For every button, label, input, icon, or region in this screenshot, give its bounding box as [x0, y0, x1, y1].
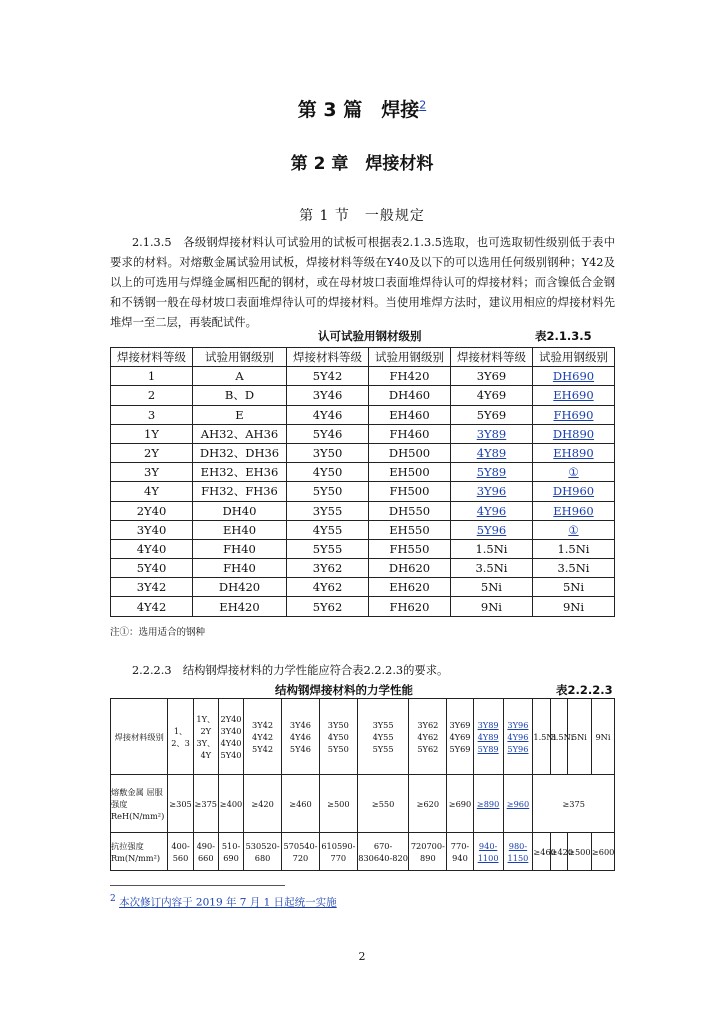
t1-h4: 焊接材料等级	[450, 348, 532, 367]
table2-number: 表2.2.2.3	[556, 683, 613, 697]
table-cell[interactable]: DH960	[532, 482, 614, 501]
table-cell[interactable]: 3Y96	[450, 482, 532, 501]
t2-tensile-0: 400-560	[168, 833, 193, 871]
t2-yield-0: ≥305	[168, 775, 193, 833]
t2-grade-8: 3Y69 4Y69 5Y69	[447, 699, 473, 775]
footnote[interactable]	[110, 894, 337, 910]
t2-tensile-9[interactable]: 940-1100	[473, 833, 503, 871]
t2-yield-10[interactable]: ≥960	[503, 775, 533, 833]
t2-grade-6: 3Y55 4Y55 5Y55	[357, 699, 409, 775]
t2-tensile-13: ≥500	[567, 833, 591, 871]
t2-tensile-12: ≥420	[550, 833, 567, 871]
table-cell: 5Y40	[111, 559, 193, 578]
table-cell: FH40	[192, 539, 286, 558]
t2-yield-1: ≥375	[193, 775, 218, 833]
table-cell: AH32、AH36	[192, 424, 286, 443]
table-cell: FH500	[368, 482, 450, 501]
t2-grade-2: 2Y40 3Y40 4Y40 5Y40	[218, 699, 243, 775]
paragraph-2-1-3-5: 2.1.3.5 各级钢焊接材料认可试验用的试板可根据表2.1.3.5选取，也可选取韧性级别低于表中要求的材料。对熔敷金属试验用试板，焊接材料等级在Y40及以下的可以选用任何级别钢种；Y42及以上的可选用与焊缝金属相匹配的钢材，或在母材坡口表面堆焊待认可的焊接材料；而含镍低合金钢和不锈钢一般在母材坡口表面堆焊待认可的焊接材料。当使用堆焊方法时，建议用相应的焊接材料先堆焊一至二层，再装配试件。	[110, 236, 615, 329]
footnote-ref-link[interactable]: 2	[419, 98, 427, 112]
t2-row-group-label: 熔敷金属	[111, 786, 144, 797]
t2-tensile-8: 770-940	[447, 833, 473, 871]
table-cell: 3Y55	[287, 501, 369, 520]
table-cell: DH550	[368, 501, 450, 520]
t2-yield-6: ≥550	[357, 775, 409, 833]
table1-caption: 认可试验用钢材级别	[318, 329, 422, 343]
table-cell[interactable]: EH960	[532, 501, 614, 520]
table-cell: DH32、DH36	[192, 443, 286, 462]
table-cell: 5Y69	[450, 405, 532, 424]
t1-h3: 试验用钢级别	[368, 348, 450, 367]
table-cell: EH40	[192, 520, 286, 539]
t2-tensile-2: 510-690	[218, 833, 243, 871]
page-number: 2	[358, 950, 366, 963]
table-cell: 3Y	[111, 463, 193, 482]
t2-yield-4: ≥460	[282, 775, 320, 833]
t2-grade-7: 3Y62 4Y62 5Y62	[409, 699, 447, 775]
chapter-title: 第 2 章 焊接材料	[290, 154, 434, 174]
t2-yield-9[interactable]: ≥890	[473, 775, 503, 833]
table-cell: 2Y40	[111, 501, 193, 520]
t2-tensile-10[interactable]: 980-1150	[503, 833, 533, 871]
t2-yield-label: 熔敷金属 屈服强度ReH(N/mm²)	[111, 775, 168, 833]
footnote-divider	[110, 885, 285, 886]
table-cell: DH40	[192, 501, 286, 520]
table-cell: 3	[111, 405, 193, 424]
table-cell: 2Y	[111, 443, 193, 462]
part-title: 第 3 篇 焊接$^2$	[297, 98, 427, 121]
table1-note: 注①：选用适合的钢种	[110, 627, 206, 638]
table-cell[interactable]: EH890	[532, 443, 614, 462]
table-cell: FH40	[192, 559, 286, 578]
table-cell: FH32、FH36	[192, 482, 286, 501]
table-cell: 9Ni	[450, 597, 532, 616]
t2-grade-14: 9Ni	[591, 699, 614, 775]
t2-tensile-11: ≥460	[533, 833, 550, 871]
table-row	[111, 367, 615, 386]
t1-h2: 焊接材料等级	[287, 348, 369, 367]
t2-grade-13: 5Ni	[567, 699, 591, 775]
t2-grade-11: 1.5Ni	[533, 699, 550, 775]
table-cell: 3.5Ni	[450, 559, 532, 578]
t2-yield-7: ≥620	[409, 775, 447, 833]
table-cell: FH420	[368, 367, 450, 386]
t2-grade-4: 3Y46 4Y46 5Y46	[282, 699, 320, 775]
table-cell: 5Y42	[287, 367, 369, 386]
footnote-text: 本次修订内容于 2019 年 7 月 1 日起统一实施	[119, 896, 337, 909]
table-cell[interactable]: ①	[532, 463, 614, 482]
table-cell[interactable]: EH690	[532, 386, 614, 405]
t2-grade-0: 1、2、3	[168, 699, 193, 775]
table-cell: 4Y40	[111, 539, 193, 558]
table-cell: 1.5Ni	[450, 539, 532, 558]
table-row	[111, 386, 615, 405]
table-cell[interactable]: 4Y89	[450, 443, 532, 462]
table-row	[111, 463, 615, 482]
table-cell: FH460	[368, 424, 450, 443]
t2-grade-1: 1Y、2Y 3Y、4Y	[193, 699, 218, 775]
t2-tensile-4: 570540-720	[282, 833, 320, 871]
t2-tensile-7: 720700-890	[409, 833, 447, 871]
footnote-number: 2	[110, 894, 116, 904]
table-cell: 3.5Ni	[532, 559, 614, 578]
table-2-1-3-5	[110, 347, 615, 617]
t2-yield-2: ≥400	[218, 775, 243, 833]
table-cell[interactable]: DH890	[532, 424, 614, 443]
table-cell: 1.5Ni	[532, 539, 614, 558]
t2-grade-5: 3Y50 4Y50 5Y50	[319, 699, 357, 775]
table2-caption: 结构钢焊接材料的力学性能	[275, 683, 413, 697]
t2-grade-3: 3Y42 4Y42 5Y42	[244, 699, 282, 775]
t2-tensile-3: 530520-680	[244, 833, 282, 871]
table-cell: EH550	[368, 520, 450, 539]
table-cell: DH460	[368, 386, 450, 405]
table-cell: 4Y55	[287, 520, 369, 539]
t2-grade-10[interactable]: 3Y96 4Y96 5Y96	[503, 699, 533, 775]
table-cell: 4Y42	[111, 597, 193, 616]
table-cell: 5Y46	[287, 424, 369, 443]
table-cell: 5Y62	[287, 597, 369, 616]
table-row	[111, 520, 615, 539]
paragraph-2-2-2-3: 2.2.2.3 结构钢焊接材料的力学性能应符合表2.2.2.3的要求。	[132, 664, 449, 677]
t2-tensile-1: 490-660	[193, 833, 218, 871]
table-cell: DH620	[368, 559, 450, 578]
table-2-2-2-3	[110, 698, 615, 871]
table-cell: 1	[111, 367, 193, 386]
table-row	[111, 482, 615, 501]
t2-yield-5: ≥500	[319, 775, 357, 833]
table-cell: 3Y40	[111, 520, 193, 539]
table-row	[111, 501, 615, 520]
table-cell: 9Ni	[532, 597, 614, 616]
table-cell: 2	[111, 386, 193, 405]
table-row	[111, 539, 615, 558]
table-row	[111, 424, 615, 443]
t2-tensile-6: 670-830640-820	[357, 833, 409, 871]
table-cell: 4Y46	[287, 405, 369, 424]
t2-header-label: 焊接材料级别	[111, 699, 168, 775]
t2-yield-8: ≥690	[447, 775, 473, 833]
table-cell: DH420	[192, 578, 286, 597]
table-cell: 5Y50	[287, 482, 369, 501]
t1-h1: 试验用钢级别	[192, 348, 286, 367]
table-cell: 4Y	[111, 482, 193, 501]
section-title: 第 1 节 一般规定	[299, 208, 425, 224]
table-cell: 5Y55	[287, 539, 369, 558]
table-cell: 3Y50	[287, 443, 369, 462]
table-cell: 5Ni	[450, 578, 532, 597]
table-cell: EH620	[368, 578, 450, 597]
t2-grade-12: 3.5Ni	[550, 699, 567, 775]
table-cell[interactable]: FH690	[532, 405, 614, 424]
table-cell: E	[192, 405, 286, 424]
table-cell[interactable]: 3Y89	[450, 424, 532, 443]
table2-tensile-row	[111, 833, 615, 871]
t2-tensile-label: 抗拉强度Rm(N/mm²)	[111, 833, 168, 871]
table-cell: EH32、EH36	[192, 463, 286, 482]
table-row	[111, 443, 615, 462]
table-cell: DH500	[368, 443, 450, 462]
t2-tensile-5: 610590-770	[319, 833, 357, 871]
table-row	[111, 597, 615, 616]
t2-grade-9[interactable]: 3Y89 4Y89 5Y89	[473, 699, 503, 775]
table-cell: 3Y46	[287, 386, 369, 405]
table-row	[111, 578, 615, 597]
table-cell: EH420	[192, 597, 286, 616]
table1-number: 表2.1.3.5	[535, 329, 592, 343]
t2-yield-3: ≥420	[244, 775, 282, 833]
table2-yield-row	[111, 775, 615, 833]
table2-header-row	[111, 699, 615, 775]
table-cell: EH460	[368, 405, 450, 424]
table-cell: 4Y50	[287, 463, 369, 482]
table-cell: 1Y	[111, 424, 193, 443]
table-cell[interactable]: 5Y96	[450, 520, 532, 539]
table-cell[interactable]: ①	[532, 520, 614, 539]
table-cell[interactable]: DH690	[532, 367, 614, 386]
table-cell: A	[192, 367, 286, 386]
t1-h0: 焊接材料等级	[111, 348, 193, 367]
table-cell: EH500	[368, 463, 450, 482]
table1-header-row	[111, 348, 615, 367]
table-cell: 3Y69	[450, 367, 532, 386]
table-cell: B、D	[192, 386, 286, 405]
table-cell: FH550	[368, 539, 450, 558]
t1-h5: 试验用钢级别	[532, 348, 614, 367]
table-cell: 4Y62	[287, 578, 369, 597]
table-cell[interactable]: 5Y89	[450, 463, 532, 482]
t2-yield-11: ≥375	[533, 775, 615, 833]
table-row	[111, 405, 615, 424]
table-row	[111, 559, 615, 578]
table-cell: 4Y69	[450, 386, 532, 405]
table-cell[interactable]: 4Y96	[450, 501, 532, 520]
table-cell: 3Y62	[287, 559, 369, 578]
table-cell: 5Ni	[532, 578, 614, 597]
t2-tensile-14: ≥600	[591, 833, 614, 871]
table-cell: FH620	[368, 597, 450, 616]
table-cell: 3Y42	[111, 578, 193, 597]
